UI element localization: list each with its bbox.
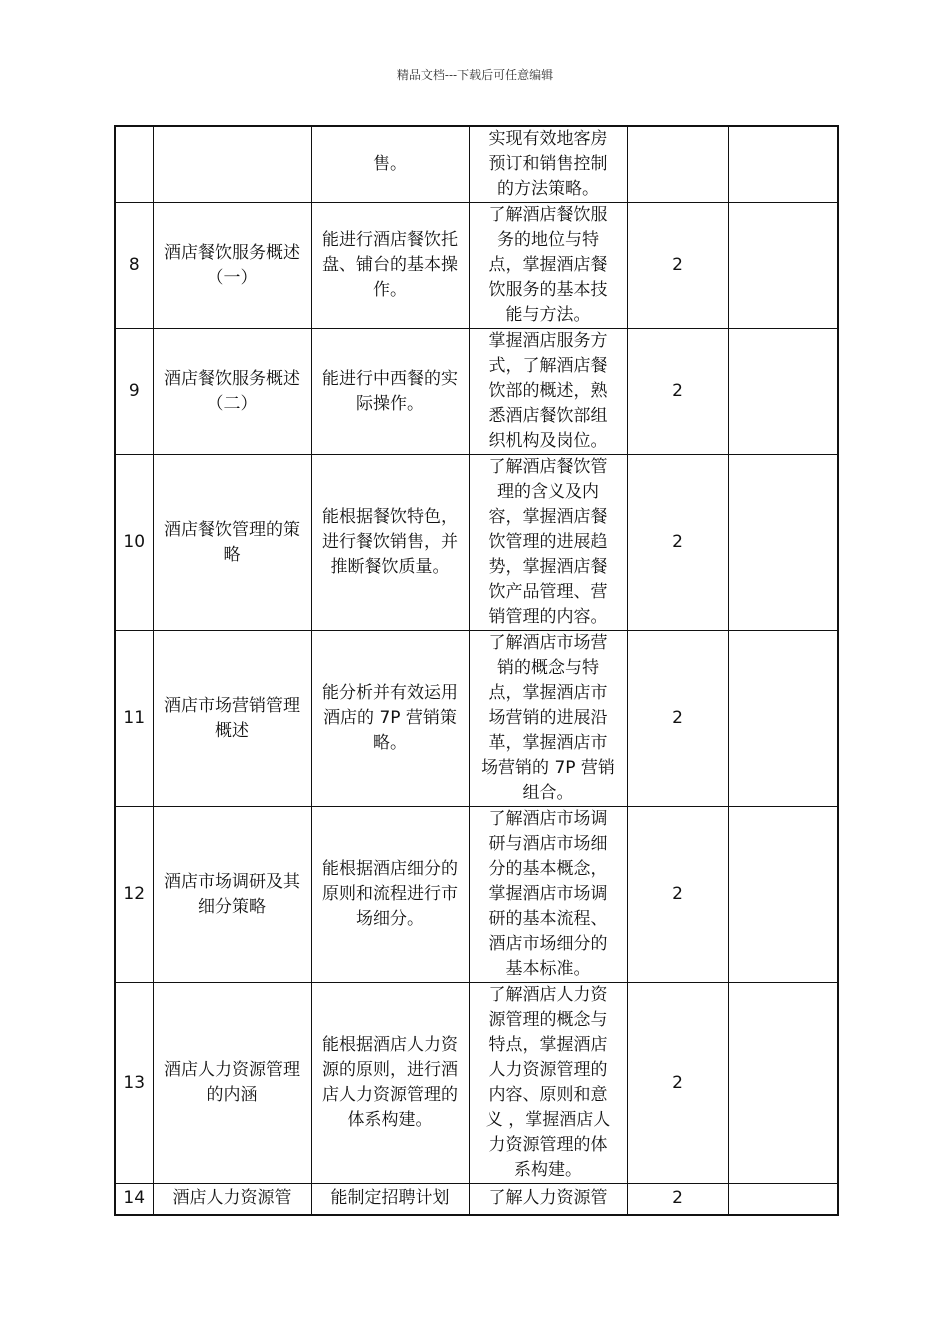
skill-objective: 能进行酒店餐饮托盘、铺台的基本操作。 <box>311 203 469 329</box>
module-title: 酒店市场调研及其细分策略 <box>153 807 311 983</box>
knowledge-objective: 了解酒店市场调研与酒店市场细分的基本概念，掌握酒店市场调研的基本流程、酒店市场细分的基本标准。 <box>469 807 627 983</box>
row-number: 9 <box>115 329 153 455</box>
row-number: 8 <box>115 203 153 329</box>
module-title: 酒店餐饮服务概述（一） <box>153 203 311 329</box>
module-title: 酒店餐饮管理的策略 <box>153 455 311 631</box>
skill-objective: 能根据酒店人力资源的原则，进行酒店人力资源管理的体系构建。 <box>311 983 469 1184</box>
hours: 2 <box>627 455 728 631</box>
skill-objective: 售。 <box>311 126 469 203</box>
knowledge-objective: 掌握酒店服务方式，了解酒店餐饮部的概述，熟悉酒店餐饮部组织机构及岗位。 <box>469 329 627 455</box>
hours: 2 <box>627 1184 728 1215</box>
hours: 2 <box>627 807 728 983</box>
module-title: 酒店市场营销管理概述 <box>153 631 311 807</box>
table-row <box>115 983 838 1184</box>
knowledge-objective: 了解酒店人力资源管理的概念与特点，掌握酒店人力资源管理的内容、原则和意义 ，掌握酒店人力资源管理的体系构建。 <box>469 983 627 1184</box>
course-table <box>114 125 839 1216</box>
table-row <box>115 203 838 329</box>
hours <box>627 126 728 203</box>
notes <box>728 455 838 631</box>
module-title: 酒店人力资源管理的内涵 <box>153 983 311 1184</box>
notes <box>728 126 838 203</box>
notes <box>728 1184 838 1215</box>
hours: 2 <box>627 631 728 807</box>
notes <box>728 983 838 1184</box>
row-number: 13 <box>115 983 153 1184</box>
knowledge-objective: 了解人力资源管 <box>469 1184 627 1215</box>
module-title: 酒店餐饮服务概述（二） <box>153 329 311 455</box>
table-row <box>115 329 838 455</box>
skill-objective: 能分析并有效运用酒店的 7P 营销策略。 <box>311 631 469 807</box>
row-number: 14 <box>115 1184 153 1215</box>
knowledge-objective: 了解酒店餐饮管理的含义及内容，掌握酒店餐饮管理的进展趋势，掌握酒店餐饮产品管理、营销管理的内容。 <box>469 455 627 631</box>
skill-objective: 能进行中西餐的实际操作。 <box>311 329 469 455</box>
knowledge-objective: 了解酒店市场营销的概念与特点，掌握酒店市场营销的进展沿革，掌握酒店市场营销的 7P 营销组合。 <box>469 631 627 807</box>
row-number: 10 <box>115 455 153 631</box>
table-row <box>115 1184 838 1215</box>
notes <box>728 631 838 807</box>
row-number: 12 <box>115 807 153 983</box>
module-title <box>153 126 311 203</box>
table-row <box>115 631 838 807</box>
skill-objective: 能制定招聘计划 <box>311 1184 469 1215</box>
table-row <box>115 807 838 983</box>
table-row <box>115 455 838 631</box>
module-title: 酒店人力资源管 <box>153 1184 311 1215</box>
row-number <box>115 126 153 203</box>
skill-objective: 能根据酒店细分的原则和流程进行市场细分。 <box>311 807 469 983</box>
hours: 2 <box>627 983 728 1184</box>
row-number: 11 <box>115 631 153 807</box>
skill-objective: 能根据餐饮特色，进行餐饮销售，并推断餐饮质量。 <box>311 455 469 631</box>
table-row <box>115 126 838 203</box>
notes <box>728 807 838 983</box>
page-header: 精品文档---下载后可任意编辑 <box>396 68 554 82</box>
hours: 2 <box>627 203 728 329</box>
notes <box>728 329 838 455</box>
knowledge-objective: 了解酒店餐饮服务的地位与特点，掌握酒店餐饮服务的基本技能与方法。 <box>469 203 627 329</box>
knowledge-objective: 实现有效地客房预订和销售控制的方法策略。 <box>469 126 627 203</box>
hours: 2 <box>627 329 728 455</box>
notes <box>728 203 838 329</box>
